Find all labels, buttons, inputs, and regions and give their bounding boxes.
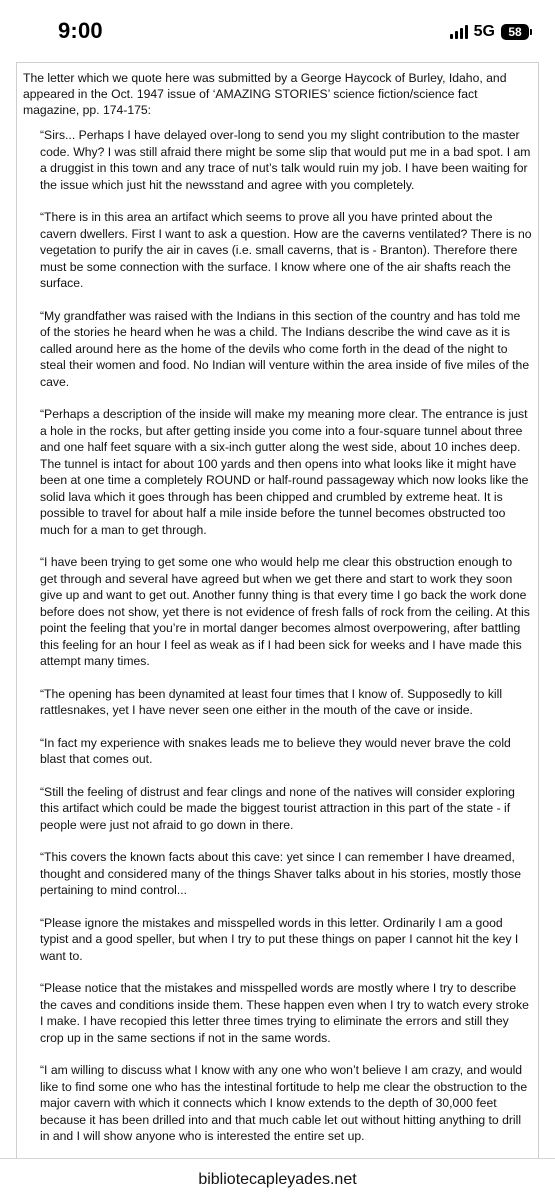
quote-paragraph: “Still the feeling of distrust and fear clings and none of the natives will consider exploring this artifact which could be made the biggest tourist attraction in this part of the state - if people were just not afraid to go down in there. <box>40 784 515 832</box>
quote-paragraph: “I have been trying to get some one who would help me clear this obstruction enough to get through and several have agreed but when we get there and start to work they soon give up and want to get out. Another funny thing is that every time I go back the work done before does not show, yet there is not evidence of fresh falls of rock from the ceiling. At this point the feeling that you’re in mortal danger becomes almost overpowering, after battling this feeling for an hour I feel as weak as if I had been sick for weeks and I have made this attempt many times. <box>40 555 530 668</box>
quote-paragraph: “Sirs... Perhaps I have delayed over-long to send you my slight contribution to the master code. Why? I was still afraid there might be some slip that would put me in a bad spot. I am a druggist in this town and any trace of nut’s talk would ruin my job. I have been waiting for the issue which just hit the newsstand and agree with you completely. <box>40 128 531 192</box>
quote-paragraph: “This covers the known facts about this cave: yet since I can remember I have dreamed, thought and considered many of the things Shaver talks about in his stories, mostly those pertaining to mind control... <box>40 850 522 897</box>
cellular-signal-icon <box>450 25 468 39</box>
quote-paragraph: “The opening has been dynamited at least four times that I know of. Supposedly to kill rattlesnakes, yet I have never seen one either in the mouth of the cave or inside. <box>40 686 503 717</box>
status-time: 9:00 <box>58 18 103 43</box>
quote-paragraph: “My grandfather was raised with the Indians in this section of the country and has told me of the stories he heard when he was a child. The Indians describe the wind cave as it is called around here as the home of the devils who come forth in the dead of the night to steal their women and food. No Indian will venture within the area inside of five miles of the cave. <box>40 308 530 389</box>
quote-paragraph: “In fact my experience with snakes leads me to believe they would never brave the cold blast that comes out. <box>40 735 511 766</box>
browser-address-bar[interactable] <box>0 1158 555 1200</box>
address-bar-url: bibliotecapleyades.net <box>198 1170 357 1188</box>
battery-level: 58 <box>508 25 522 39</box>
network-type: 5G <box>473 23 495 40</box>
quote-paragraph: “Please notice that the mistakes and misspelled words are mostly where I try to describe the caves and conditions inside them. These happen even when I try to watch every stroke I make. I have recopied this letter three times trying to eliminate the errors and still they crop up in the same sections if not in the same words. <box>40 981 529 1045</box>
quote-paragraph: “Please ignore the mistakes and misspelled words in this letter. Ordinarily I am a good typist and a good speller, but when I try to put these things on paper I cannot hit the key I want to. <box>40 915 519 963</box>
battery-icon <box>501 24 529 40</box>
status-bar <box>0 0 555 62</box>
status-indicators <box>450 21 529 43</box>
quote-paragraph: “I am willing to discuss what I know with any one who won’t believe I am crazy, and would like to find some one who has the intestinal fortitude to help me clear the obstruction to the major cavern with which it connects which I know extends to the depth of 30,000 feet because it has been drilled into and that much cable let out without hitting anything to drill in and I will show anyone who is interested the entire set up. <box>40 1063 528 1143</box>
article-content <box>16 62 539 1158</box>
article-intro: The letter which we quote here was submitted by a George Haycock of Burley, Idaho, and appeared in the Oct. 1947 issue of ‘AMAZING STORIES’ science fiction/science fact magazine, pp. 174-175: <box>23 71 507 117</box>
quote-paragraph: “Perhaps a description of the inside will make my meaning more clear. The entrance is just a hole in the rocks, but after getting inside you come into a four-square tunnel about three and one half feet square with a six-inch gutter along the west side, about 10 inches deep. The tunnel is intact for about 100 yards and then opens into what looks like it might have been at one time a completely ROUND or half-round passageway which now looks like the solid lava which it goes through has been chipped and crumbled by extreme heat. It is possible to travel for about half a mile inside before the tunnel becomes obstructed too much for a man to get through. <box>40 407 529 537</box>
quote-paragraph: “There is in this area an artifact which seems to prove all you have printed about the cavern dwellers. First I want to ask a question. How are the caverns ventilated? There is no vegetation to purify the air in caves (i.e. small caverns, that is - Branton). Therefore there must be some connection with the surface. I know where one of the air shafts reach the surface. <box>40 210 532 290</box>
letter-quote <box>40 127 532 1158</box>
